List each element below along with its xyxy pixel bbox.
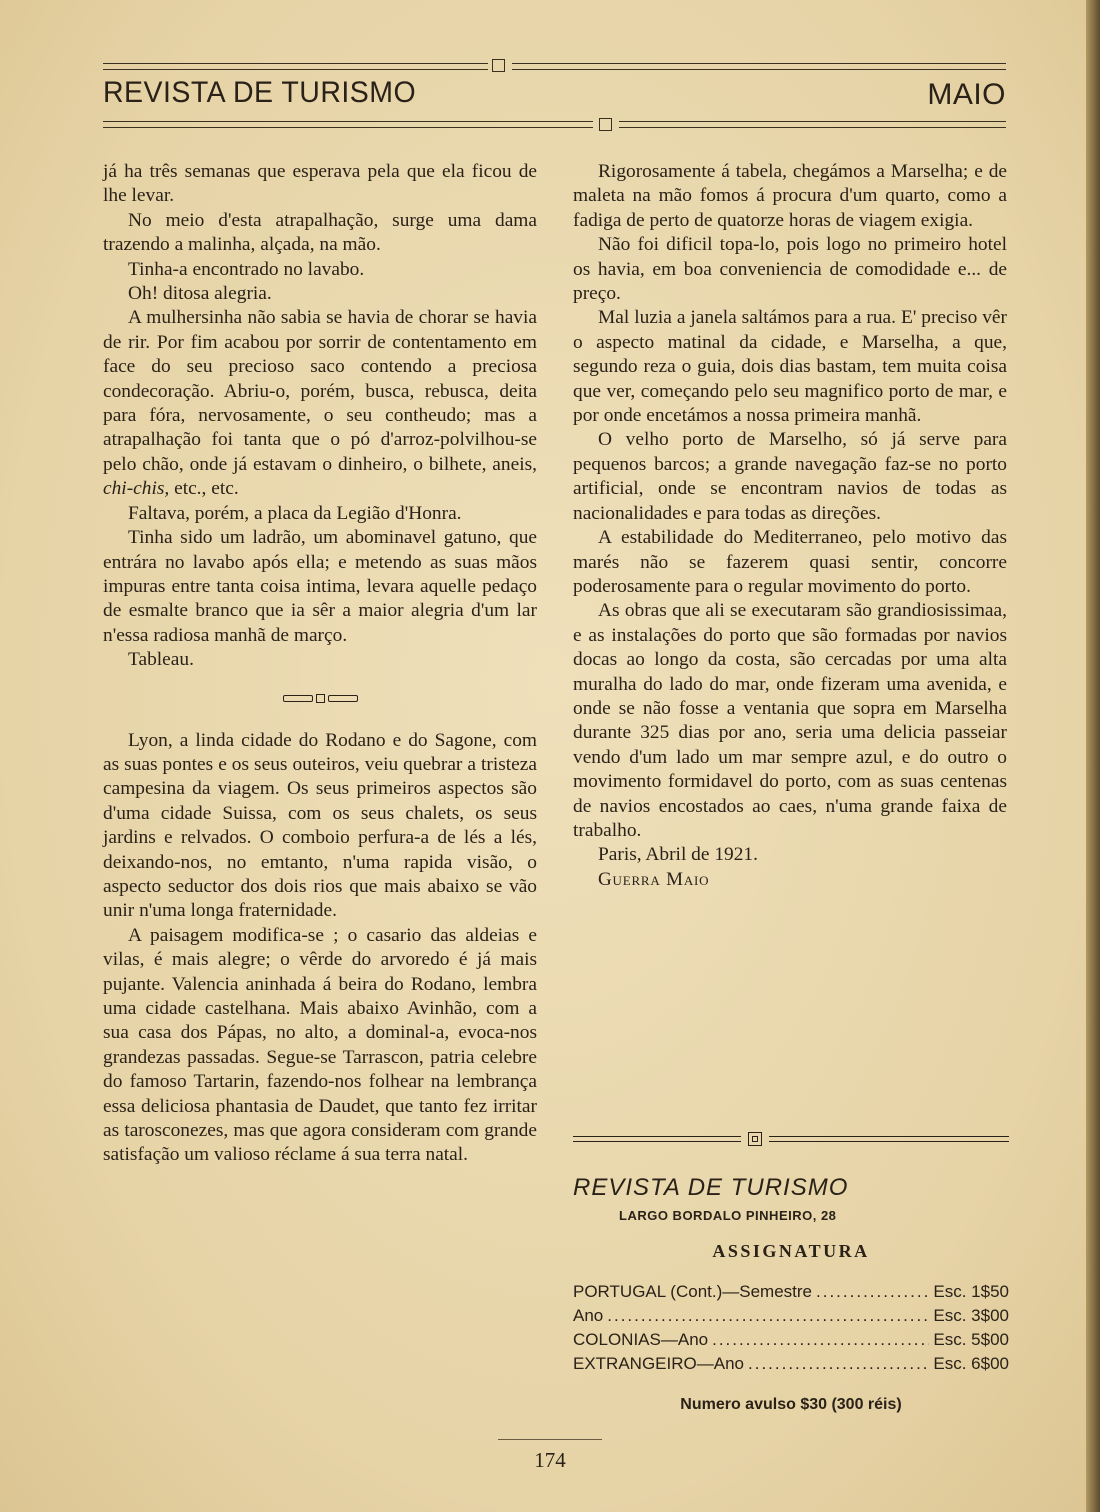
header-title: REVISTA DE TURISMO (103, 76, 417, 109)
header-month: MAIO (927, 78, 1006, 111)
header-top-rule-left (103, 63, 488, 70)
price-value: Esc. 3$00 (933, 1306, 1009, 1325)
paragraph: Faltava, porém, a placa da Legião d'Honra. (128, 502, 462, 524)
signature-place-date: Paris, Abril de 1921. (598, 844, 758, 866)
price-row (573, 1306, 1009, 1330)
italic-term: chi-chis, (103, 478, 170, 500)
divider-bar (283, 695, 313, 702)
paragraph: A paisagem modifica-se ; o casario das aldeias e vilas, é mais alegre; o vêrde do arvoredo é já mais pujante. Valencia aninhada á beira do Rodano, lembra uma cidade castelhana. Mais abaixo Avinhão, com a sua casa dos Pápas, no alto, a dominal-a, evoca-nos grandezas passadas. Segue-se Tarrascon, patria celebre do famoso Tartarin, fazendo-nos folhear na lembrança essa deliciosa phantasia de Daudet, que tanto fez irritar as tarosconezes, mas que agora consideram com grande satisfação um valioso réclame á sua terra natal. (103, 924, 537, 1166)
paragraph-with-italic (103, 306, 537, 501)
rule-ornament (748, 1132, 762, 1146)
rule-line-left (573, 1136, 741, 1142)
paragraph: Tinha sido um ladrão, um abominavel gatuno, que entrára no lavabo após ella; e metendo as suas mãos impuras entre tanta coisa intima, levara aquelle pedaço de esmalte branco que ia sêr a maior alegria d'um lar n'essa radiosa manhã de março. (103, 527, 537, 646)
price-row (573, 1354, 1009, 1378)
dot-leader (712, 1330, 929, 1350)
paragraph: Lyon, a linda cidade do Rodano e do Sagone, com as suas pontes e os seus outeiros, veiu quebrar a tristeza campesina da viagem. Os seus primeiros aspectos são d'uma cidade Suissa, com os seus chalets, os seus jardins e relvados. O comboio perfura-a de lés a lés, deixando-nos, no emtanto, n'uma rapida visão, o aspecto seductor dos dois rios que mais abaixo se vão unir n'uma longa fraternidade. (103, 729, 537, 922)
paragraph: Mal luzia a janela saltámos para a rua. E' preciso vêr o aspecto matinal da cidade, e Marselha, a que, segundo reza o guia, dois dias bastam, tem muita coisa que ver, começando pelo seu magnifico porto de mar, e por onde encetámos a nossa primeira manhã. (573, 307, 1007, 427)
price-table (573, 1282, 1009, 1378)
subscription-heading: ASSIGNATURA (712, 1241, 870, 1261)
right-column (573, 160, 1007, 892)
page-spine-shadow (1086, 0, 1100, 1512)
header-bottom-rule-ornament (599, 118, 612, 131)
paragraph: As obras que ali se executaram são grandiosissimaa, e as instalações do porto que são formadas por navios docas ao longo da costa, são cercadas por uma alta muralha do lado do mar, onde fizeram uma avenida, e onde se não fosse a ventania que sopra em Marselha durante 325 dias por ano, seria uma delicia passeiar vendo d'um lado um mar sempre azul, e do outro o movimento formidavel do porto, com as suas centenas de navios encostados ao caes, n'uma grande faixa de trabalho. (573, 600, 1007, 841)
dot-leader (748, 1354, 929, 1374)
paragraph: Não foi dificil topa-lo, pois logo no primeiro hotel os havia, em boa conveniencia de comodidade e... de preço. (573, 234, 1007, 305)
divider-bar (328, 695, 358, 702)
price-value: Esc. 6$00 (933, 1354, 1009, 1373)
price-value: Esc. 1$50 (933, 1282, 1009, 1301)
subscription-address: LARGO BORDALO PINHEIRO, 28 (619, 1208, 837, 1223)
price-label: COLONIAS—Ano (573, 1330, 709, 1349)
header-bottom-rule-left (103, 121, 593, 128)
paragraph-tail: etc., etc. (169, 478, 239, 500)
paragraph: O velho porto de Marselho, só já serve para pequenos barcos; a grande navegação faz-se no porto artificial, onde se encontram navios de todas as nacionalidades e para todas as direções. (573, 429, 1007, 524)
subscription-box (573, 1132, 1009, 1414)
rule-line-right (769, 1136, 1009, 1142)
price-row (573, 1330, 1009, 1354)
divider-box (316, 694, 325, 703)
paragraph: já ha três semanas que esperava pela que ela ficou de lhe levar. (103, 161, 537, 207)
page-number: 174 (534, 1448, 566, 1472)
left-column (103, 160, 537, 1168)
price-label: EXTRANGEIRO—Ano (573, 1354, 744, 1373)
price-label: Ano (573, 1306, 604, 1325)
price-row (573, 1282, 1009, 1306)
section-divider-ornament (103, 692, 537, 706)
subscription-title: REVISTA DE TURISMO (573, 1174, 849, 1201)
header-bottom-rule-right (619, 121, 1006, 128)
page-number-rule (498, 1439, 602, 1440)
price-label: PORTUGAL (Cont.)—Semestre (573, 1282, 813, 1301)
single-issue-price: Numero avulso $30 (300 réis) (680, 1396, 902, 1413)
paragraph: Tableau. (128, 649, 194, 671)
paragraph: No meio d'esta atrapalhação, surge uma dama trazendo a malinha, alçada, na mão. (103, 209, 537, 256)
dot-leader (816, 1282, 929, 1302)
paragraph: Rigorosamente á tabela, chegámos a Marselha; e de maleta na mão fomos á procura d'um quarto, como a fadiga de perto de quatorze horas de viagem exigia. (573, 161, 1007, 231)
paragraph: A estabilidade do Mediterraneo, pelo motivo das marés não se fazerem quasi sentir, concorre poderosamente para o regular movimento do porto. (573, 527, 1007, 597)
header-top-rule-ornament (492, 59, 505, 72)
header-top-rule-right (512, 63, 1006, 70)
dot-leader (607, 1306, 929, 1326)
price-value: Esc. 5$00 (933, 1330, 1009, 1349)
subscription-rule (573, 1132, 1009, 1146)
paragraph: Tinha-a encontrado no lavabo. (128, 258, 365, 280)
author-signature: Guerra Maio (598, 868, 710, 890)
paragraph: Oh! ditosa alegria. (128, 283, 272, 305)
paragraph-text: A mulhersinha não sabia se havia de chorar se havia de rir. Por fim acabou por sorrir de contentamento em face do seu precioso saco contendo a preciosa condecoração. Abriu-o, porém, busca, rebusca, deita para fóra, nervosamente, o seu contheudo; mas a atrapalhação foi tanta que o pó d'arroz-polvilhou-se pelo chão, onde já estavam o dinheiro, o bilhete, aneis, (103, 307, 537, 475)
